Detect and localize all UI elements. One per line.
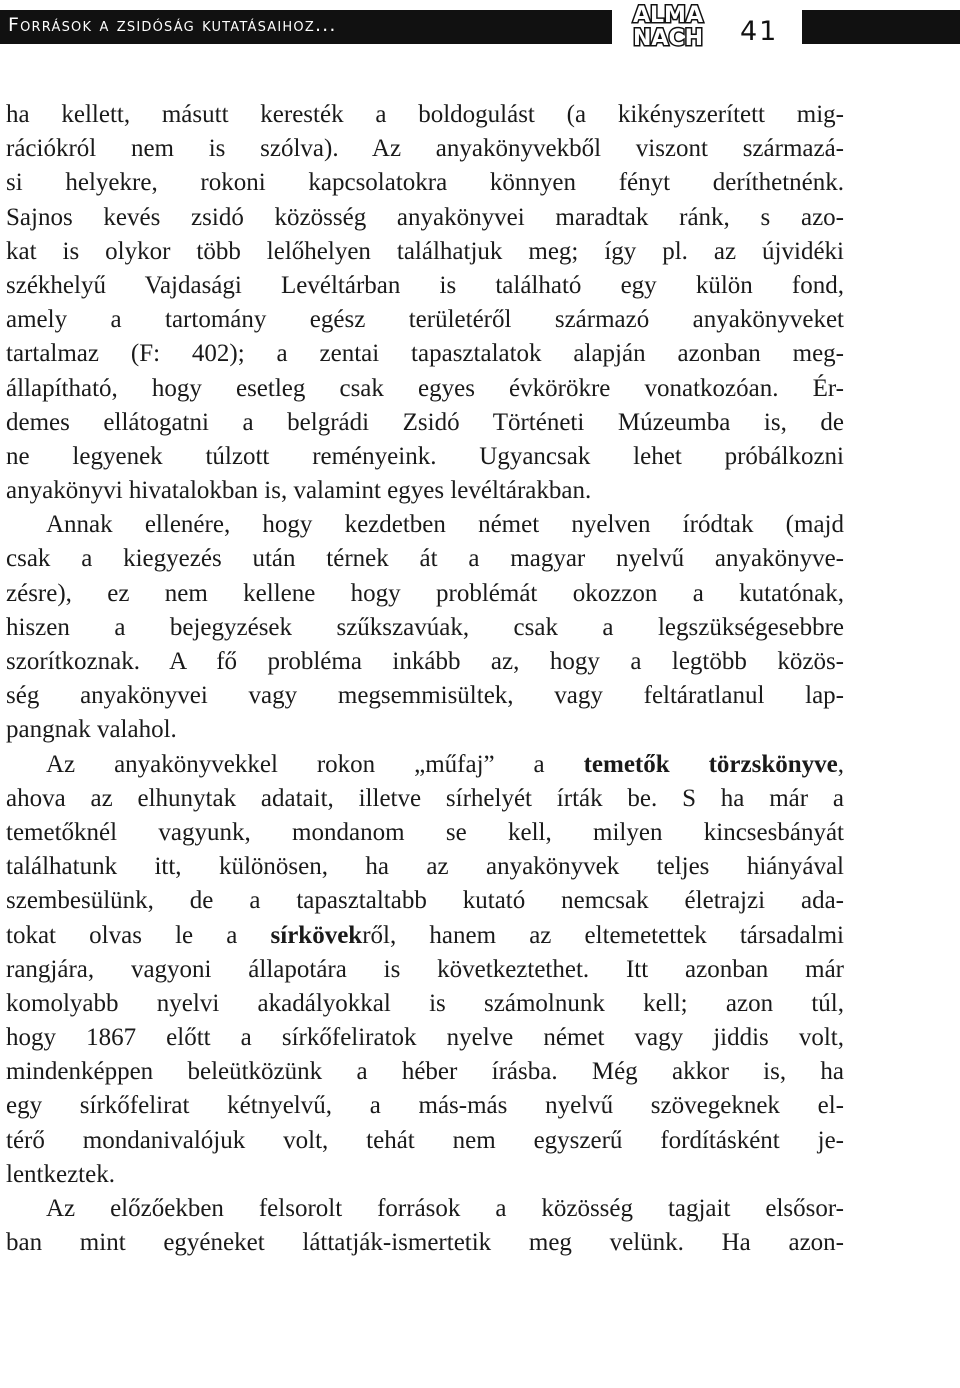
text-line	[6, 782, 844, 816]
text-line	[6, 816, 844, 850]
body-text	[6, 98, 844, 1260]
text-line	[6, 1124, 844, 1158]
text-line	[6, 679, 844, 713]
text-line	[6, 98, 844, 132]
text-segment: temetőknél vagyunk, mondanom se kell, milyen kincsesbányát	[6, 818, 844, 846]
header-right-bar	[802, 10, 960, 44]
text-segment: ség anyakönyvei vagy megsemmisültek, vagy feltáratlanul lap-	[6, 682, 844, 710]
text-line	[6, 577, 844, 611]
text-segment: mindenképpen beleütközünk a héber írásba. Még akkor is, ha	[6, 1058, 844, 1086]
text-line	[6, 440, 844, 474]
almanach-logo-graphic	[620, 0, 716, 50]
text-segment: tokat olvas le a	[6, 921, 271, 949]
text-line	[6, 1192, 844, 1226]
text-segment: Az előzőekben felsorolt források a közösség tagjait elsősor-	[46, 1195, 844, 1222]
text-segment: anyakönyvi hivatalokban is, valamint egyes levéltárakban.	[6, 477, 592, 505]
text-line	[6, 132, 844, 166]
text-line	[6, 235, 844, 269]
text-segment: Sajnos kevés zsidó közösség anyakönyvei maradtak ránk, s azo-	[6, 203, 844, 231]
paragraph	[6, 748, 844, 1192]
text-segment: lentkeztek.	[6, 1160, 115, 1188]
text-segment: találhatunk itt, különösen, ha az anyakönyvek teljes hiányával	[6, 853, 844, 881]
text-segment: ha kellett, másutt keresték a boldogulást (a kikényszerített mig-	[6, 101, 844, 128]
text-line	[6, 1226, 844, 1260]
text-segment: tartalmaz (F: 402); a zentai tapasztalatok alapján azonban meg-	[6, 340, 844, 368]
paragraph	[6, 1192, 844, 1260]
text-line	[6, 850, 844, 884]
text-segment: csak a kiegyezés után térnek át a magyar nyelvű anyakönyve-	[6, 545, 844, 573]
text-line	[6, 166, 844, 200]
text-segment: Az anyakönyvekkel rokon „műfaj” a	[46, 750, 584, 778]
text-segment: állapítható, hogy esetleg csak egyes évkörökre vonatkozóan. Ér-	[6, 374, 844, 402]
paragraph	[6, 98, 844, 508]
almanach-logo	[620, 0, 716, 50]
text-segment: si helyekre, rokoni kapcsolatokra könnyen fényt deríthetnénk.	[6, 169, 844, 197]
text-line	[6, 303, 844, 337]
text-segment: ne legyenek túlzott reményeink. Ugyancsak lehet próbálkozni	[6, 442, 844, 470]
bold-term: sírkövek	[270, 921, 363, 949]
header-title-bar	[0, 10, 612, 44]
text-line	[6, 645, 844, 679]
running-header	[0, 0, 960, 52]
text-line	[6, 337, 844, 371]
text-line	[6, 713, 844, 747]
bold-term: temetők törzskönyve	[583, 750, 838, 778]
text-line	[6, 1055, 844, 1089]
text-line	[6, 372, 844, 406]
text-line	[6, 542, 844, 576]
text-line	[6, 474, 844, 508]
text-segment: amely a tartomány egész területéről származó anyakönyveket	[6, 306, 844, 334]
text-line	[6, 201, 844, 235]
text-segment: egy sírkőfelirat kétnyelvű, a más-más nyelvű szövegeknek el-	[6, 1092, 844, 1120]
page-number: 41	[740, 16, 779, 47]
text-segment: ban mint egyéneket láttatják-ismertetik meg velünk. Ha azon-	[6, 1229, 844, 1257]
text-line	[6, 748, 844, 782]
text-segment: rációkról nem is szólva). Az anyakönyvekből viszont származá-	[6, 135, 844, 163]
text-segment: székhelyű Vajdasági Levéltárban is található egy külön fond,	[6, 271, 844, 299]
text-line	[6, 508, 844, 542]
text-segment: ről, hanem az eltemetettek társadalmi	[362, 921, 844, 949]
text-segment: hogy 1867 előtt a sírkőfeliratok nyelve német vagy jiddis volt,	[6, 1024, 844, 1052]
text-line	[6, 611, 844, 645]
text-segment: hiszen a bejegyzések szűkszavúak, csak a legszükségesebbre	[6, 613, 844, 641]
text-line	[6, 1089, 844, 1123]
logo-text-line2: NACH	[633, 26, 703, 50]
header-title: Források a zsidóság kutatásaihoz...	[8, 14, 337, 36]
text-segment: komolyabb nyelvi akadályokkal is számolnunk kell; azon túl,	[6, 989, 844, 1017]
text-line	[6, 269, 844, 303]
text-line	[6, 987, 844, 1021]
text-segment: demes ellátogatni a belgrádi Zsidó Történeti Múzeumba is, de	[6, 408, 844, 436]
logo-text-line1: ALMA	[633, 3, 703, 28]
text-segment: térő mondanivalójuk volt, tehát nem egyszerű fordításként je-	[6, 1126, 844, 1154]
text-segment: ,	[837, 750, 844, 778]
text-line	[6, 1021, 844, 1055]
text-segment: rangjára, vagyoni állapotára is következtethet. Itt azonban már	[6, 955, 844, 983]
text-line	[6, 919, 844, 953]
text-line	[6, 406, 844, 440]
text-segment: zésre), ez nem kellene hogy problémát okozzon a kutatónak,	[6, 579, 844, 607]
text-segment: Annak ellenére, hogy kezdetben német nyelven íródtak (majd	[46, 511, 844, 539]
text-line	[6, 884, 844, 918]
text-segment: szorítkoznak. A fő probléma inkább az, hogy a legtöbb közös-	[6, 648, 844, 675]
text-line	[6, 953, 844, 987]
text-segment: szembesülünk, de a tapasztaltabb kutató nemcsak életrajzi ada-	[6, 887, 844, 915]
paragraph	[6, 508, 844, 747]
text-segment: pangnak valahol.	[6, 716, 177, 744]
text-segment: kat is olykor több lelőhelyen találhatjuk meg; így pl. az újvidéki	[6, 237, 844, 265]
text-segment: ahova az elhunytak adatait, illetve sírhelyét írták be. S ha már a	[6, 784, 844, 812]
text-line	[6, 1158, 844, 1192]
